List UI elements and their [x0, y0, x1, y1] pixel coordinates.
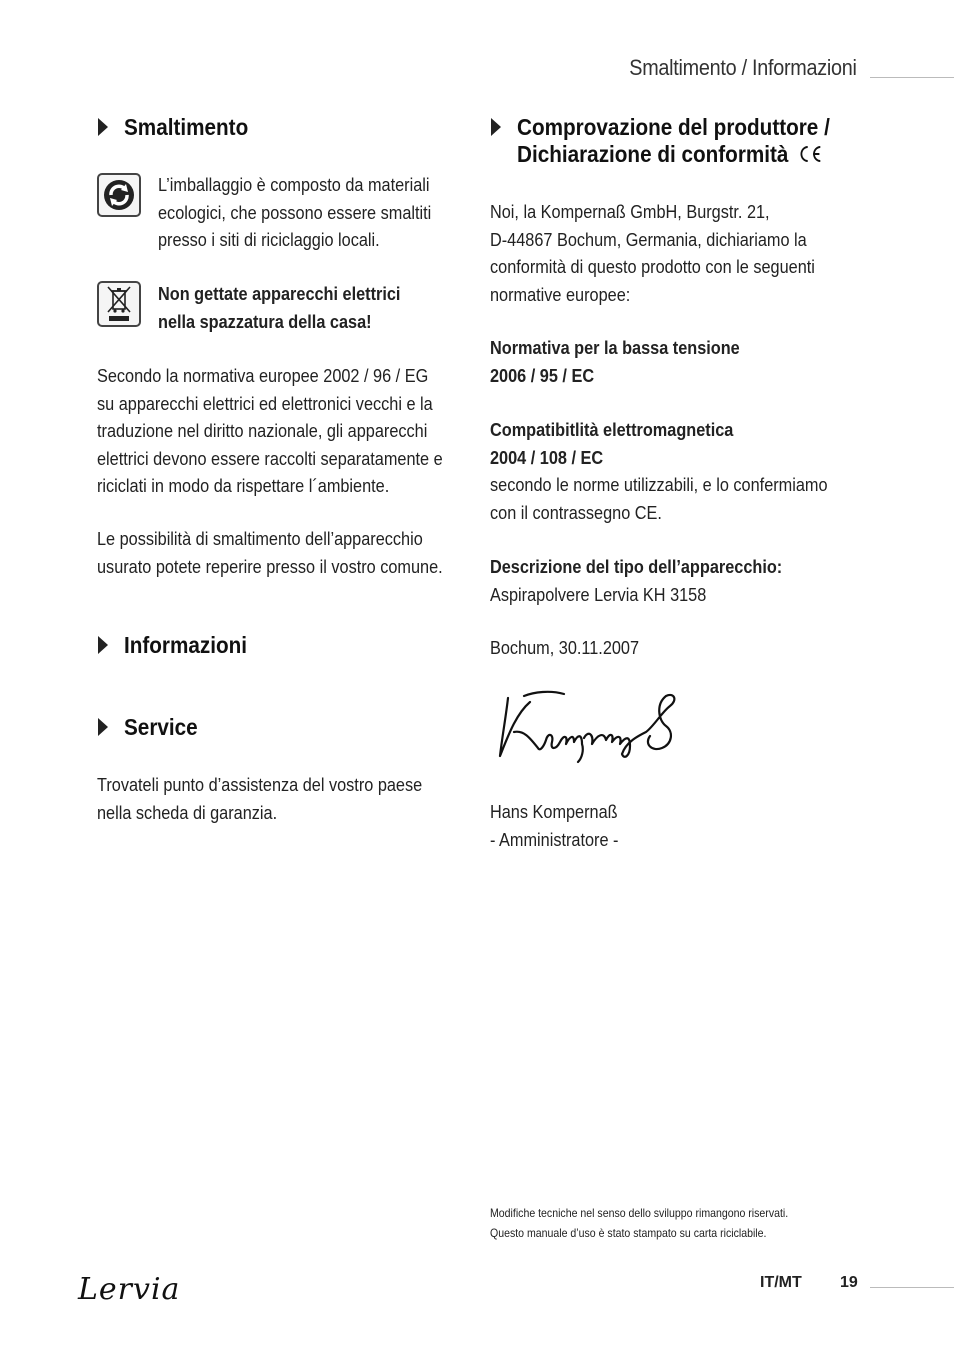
signature-image — [494, 686, 684, 766]
heading-conformity — [491, 114, 865, 168]
bullet-triangle-icon — [98, 118, 108, 136]
conformity-intro: Noi, la Kompernaß GmbH, Burgstr. 21, D-44867 Bochum, Germania, dichiariamo la conformità di questo prodotto con le seguenti normative europee: — [490, 201, 815, 305]
directive-paragraph: Secondo la normativa europee 2002 / 96 / EG su apparecchi elettrici ed elettronici vecchi e la traduzione nel diritto nazionale, gli apparecchi elettrici devono essere raccolti separatamente e riciclati in modo da rispettare l´ambiente. — [97, 365, 443, 496]
signer-block: Hans Kompernaß - Amministratore - — [490, 801, 619, 850]
weee-warning: Non gettate apparecchi elettrici nella spazzatura della casa! — [158, 283, 401, 332]
disposal-paragraph: Le possibilità di smaltimento dell’apparecchio usurato potete reperire presso il vostro comune. — [97, 528, 443, 577]
ce-mark-icon — [798, 145, 823, 163]
footer-rule — [870, 1287, 954, 1288]
norm-emc: Compatibitlità elettromagnetica 2004 / 108 / EC secondo le norme utilizzabili, e lo confermiamo con il contrassegno CE. — [490, 419, 828, 523]
recycle-text: L’imballaggio è composto da materiali ecologici, che possono essere smaltiti presso i siti di riciclaggio locali. — [158, 174, 432, 250]
language-code: IT/MT — [760, 1274, 802, 1291]
place-date: Bochum, 30.11.2007 — [490, 637, 640, 658]
heading-informazioni: Informazioni — [98, 632, 261, 659]
bullet-triangle-icon — [98, 636, 108, 654]
conformity-heading-line1: Comprovazione del produttore / — [517, 114, 830, 140]
recycle-icon — [97, 173, 141, 217]
brand-logo: Lervia — [78, 1272, 181, 1307]
page-number: 19 — [840, 1274, 858, 1291]
crossed-bin-icon — [97, 281, 141, 327]
device-description: Descrizione del tipo dell’apparecchio: Aspirapolvere Lervia KH 3158 — [490, 556, 783, 605]
footnote: Modifiche tecniche nel senso dello sviluppo rimangono riservati. Questo manuale d’uso è stato stampato su carta riciclabile. — [490, 1206, 789, 1240]
norm-low-voltage: Normativa per la bassa tensione 2006 / 95 / EC — [490, 337, 740, 386]
conformity-heading-line2: Dichiarazione di conformità — [517, 141, 789, 167]
heading-service: Service — [98, 714, 206, 741]
service-text: Trovateli punto d’assistenza del vostro paese nella scheda di garanzia. — [97, 774, 423, 823]
heading-smaltimento: Smaltimento — [98, 114, 262, 141]
bullet-triangle-icon — [491, 118, 501, 136]
page-header-title: Smaltimento / Informazioni — [629, 55, 857, 80]
header-rule — [870, 77, 954, 78]
bullet-triangle-icon — [98, 718, 108, 736]
